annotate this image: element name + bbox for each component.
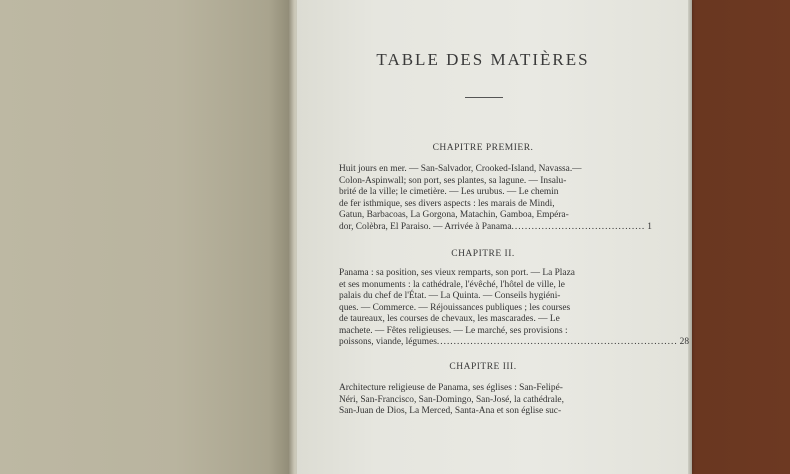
left-page	[0, 0, 292, 474]
summary-line: dor, Colèbra, El Paraiso. — Arrivée à Panama	[339, 221, 512, 232]
summary-last-line	[339, 337, 690, 349]
page-title: TABLE DES MATIÈRES	[376, 50, 590, 69]
summary-last-line	[339, 221, 652, 234]
summary-line: Gatun, Barbacoas, La Gorgona, Matachin, Gamboa, Empéra-	[339, 210, 569, 220]
page-number: 1	[647, 221, 652, 232]
summary-line: de fer isthmique, ses divers aspects : les marais de Mindi,	[339, 198, 555, 209]
chapter-1-summary	[339, 164, 652, 233]
summary-line: brité de la ville; le cimetière. — Les urubus. — Le chemin	[339, 187, 559, 197]
summary-line: palais du chef de l'État. — La Quinta. — Conseils hygiéni-	[339, 291, 561, 301]
summary-line: San-Juan de Dios, La Merced, Santa-Ana et son église suc-	[339, 406, 562, 416]
chapter-1-heading: CHAPITRE PREMIER.	[432, 143, 534, 153]
summary-line: Architecture religieuse de Panama, ses églises : San-Felipé-	[339, 383, 563, 393]
summary-line: ques. — Commerce. — Réjouissances publiques ; les courses	[339, 302, 571, 313]
summary-line: Néri, San-Francisco, San-Domingo, San-José, la cathédrale,	[339, 394, 564, 405]
summary-line: Panama : sa position, ses vieux remparts, son port. — La Plaza	[339, 268, 575, 278]
table-of-contents	[339, 0, 690, 474]
chapter-2-heading: CHAPITRE II.	[451, 249, 515, 259]
summary-line: et ses monuments : la cathédrale, l'évêché, l'hôtel de ville, le	[339, 279, 565, 290]
summary-line: Colon-Aspinwall; son port, ses plantes, sa lagune. — Insalu-	[339, 175, 567, 186]
page-edge	[688, 0, 692, 474]
chapter-2-summary	[339, 268, 690, 349]
summary-line: poissons, viande, légumes	[339, 337, 437, 347]
page-number: 28	[679, 337, 690, 347]
dot-leader: ........................................................................	[436, 337, 678, 347]
dot-leader: ........................................	[511, 221, 646, 232]
summary-line: de taureaux, les courses de chevaux, les mascarades. — Le	[339, 314, 560, 324]
chapter-3-summary	[339, 383, 627, 418]
title-rule	[465, 97, 503, 98]
summary-line: machete. — Fêtes religieuses. — Le marché, ses provisions :	[339, 325, 568, 336]
summary-line: Huit jours en mer. — San-Salvador, Crooked-Island, Navassa.—	[339, 164, 582, 174]
chapter-3-heading: CHAPITRE III.	[449, 362, 517, 372]
